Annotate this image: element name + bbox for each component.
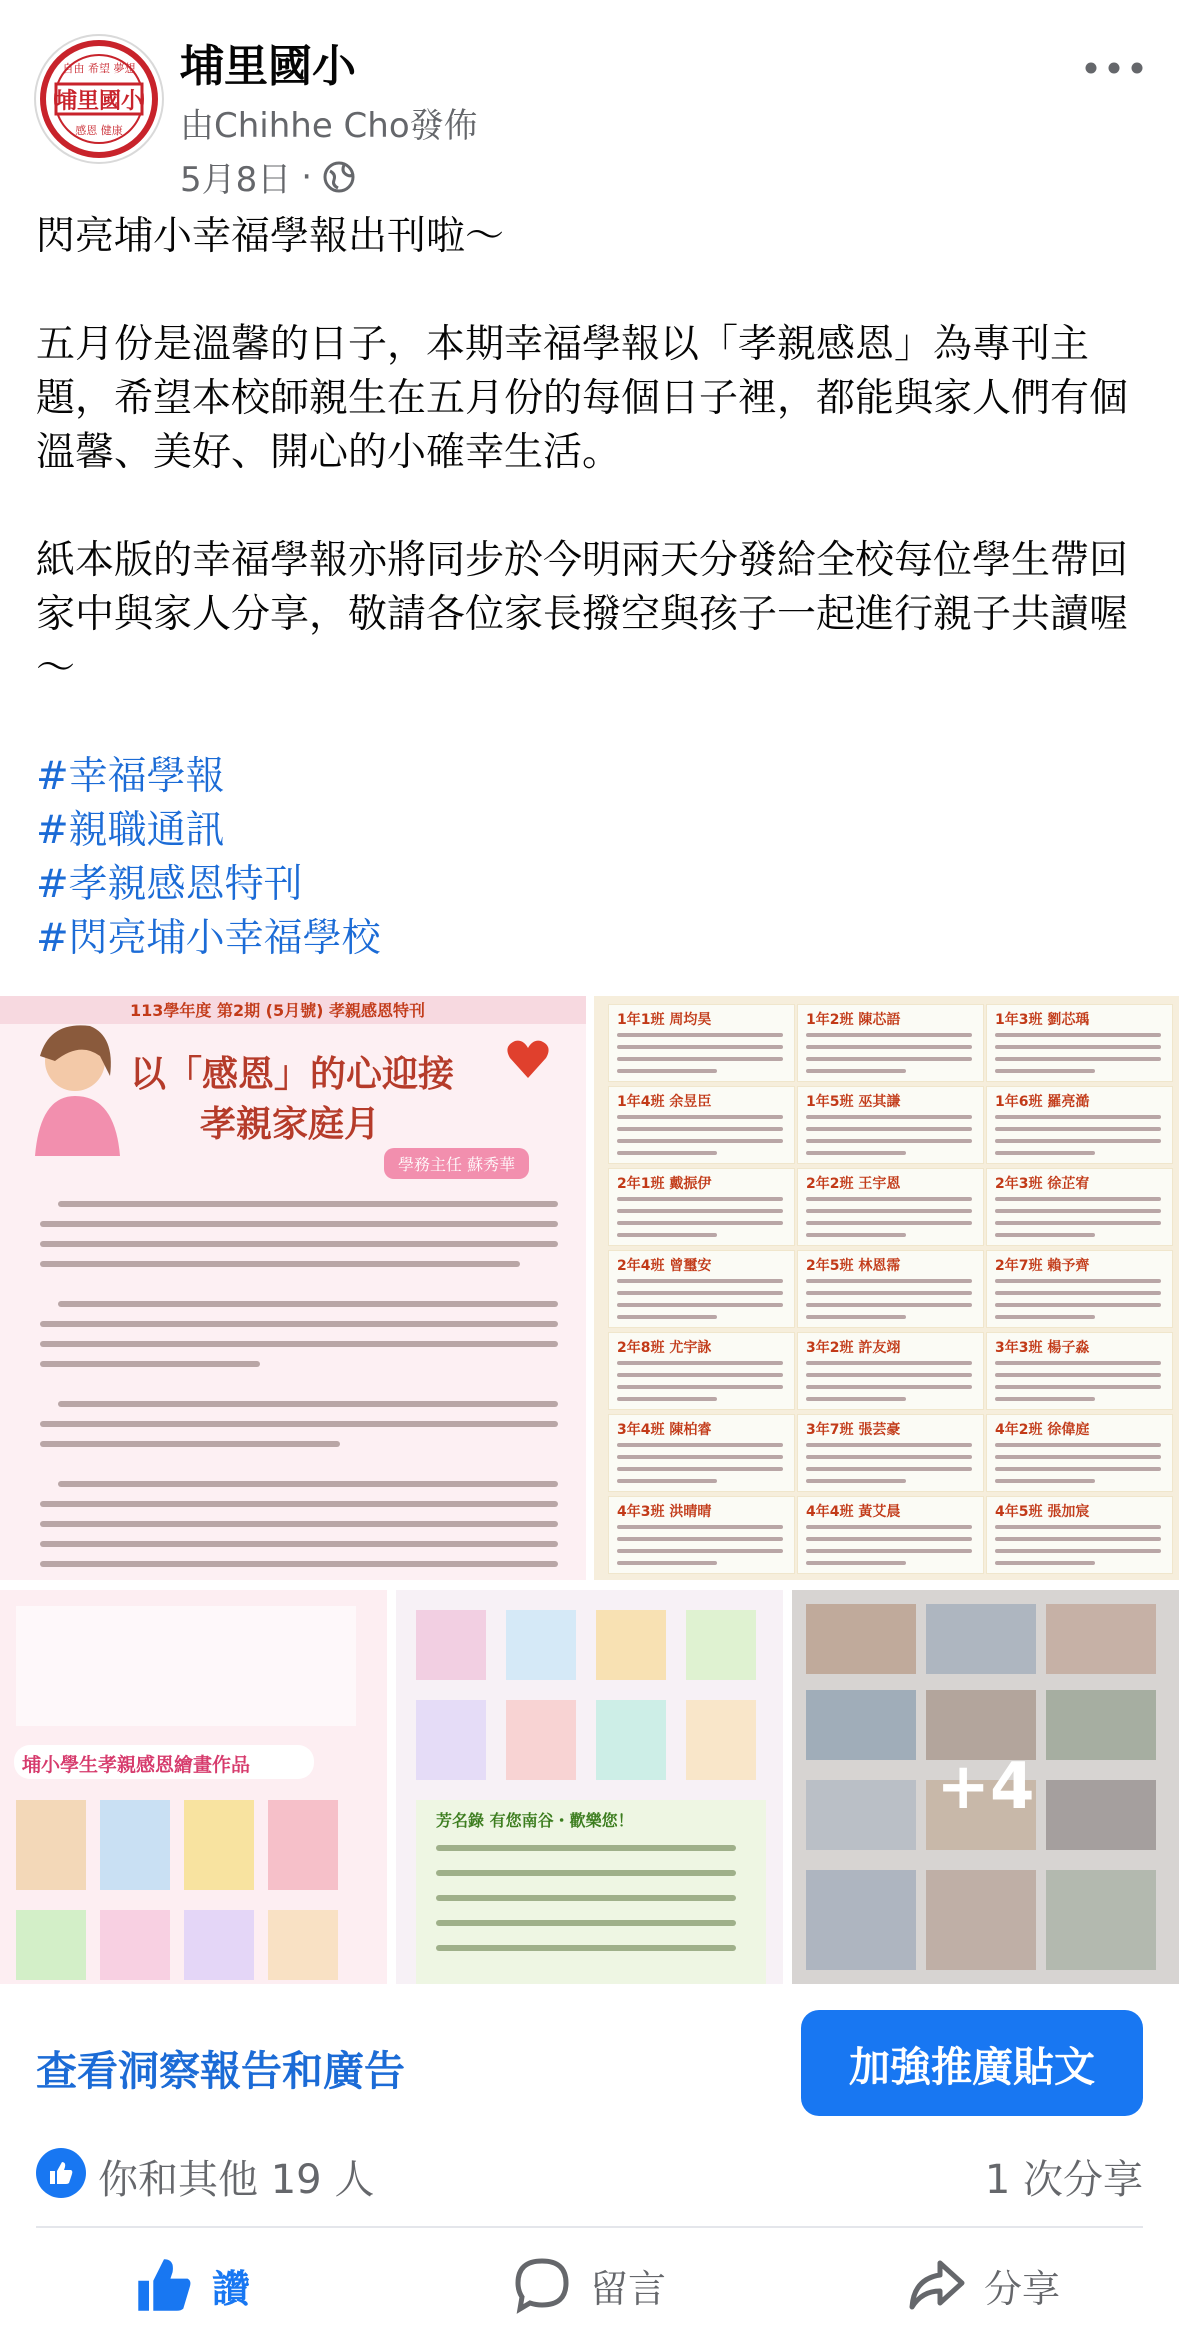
class-message-cell — [797, 1250, 984, 1328]
hashtag-link[interactable]: #閃亮埔小幸福學校 — [36, 916, 381, 961]
page-name[interactable]: 埔里國小 — [180, 41, 356, 92]
class-message-cell — [986, 1496, 1173, 1574]
class-message-cell — [797, 1086, 984, 1164]
class-message-title: 2年5班 林恩霈 — [806, 1258, 901, 1274]
like-reaction-icon[interactable] — [36, 2148, 86, 2198]
class-message-cell — [986, 1250, 1173, 1328]
admin-actions-row — [0, 2000, 1179, 2110]
comment-label: 留言 — [590, 2266, 667, 2311]
class-message-cell — [608, 1496, 795, 1574]
photo-drawings-page[interactable] — [0, 1590, 387, 1984]
post-action-bar — [0, 2232, 1179, 2334]
class-message-cell — [797, 1414, 984, 1492]
class-message-title: 2年8班 尤宇詠 — [617, 1340, 712, 1356]
post-paragraph: 紙本版的幸福學報亦將同步於今明兩天分發給全校每位學生帶回家中與家人分享，敬請各位家長撥空與孩子一起進行親子共讀喔～ — [36, 538, 1129, 691]
post-date[interactable]: 5月8日 — [180, 160, 292, 200]
class-message-title: 1年1班 周均昊 — [617, 1012, 712, 1028]
class-message-title: 1年5班 巫其謙 — [806, 1094, 901, 1110]
newsletter-title-line2: 孝親家庭月 — [200, 1104, 381, 1145]
class-message-cell — [608, 1086, 795, 1164]
logo-top-text: 自由 希望 夢想 — [62, 62, 136, 75]
class-message-cell — [608, 1168, 795, 1246]
post-header — [0, 0, 1179, 205]
class-message-title: 2年3班 徐芷宥 — [995, 1176, 1090, 1192]
like-button[interactable] — [134, 2250, 250, 2320]
class-message-title: 1年3班 劉芯瑀 — [995, 1012, 1090, 1028]
school-logo-icon — [36, 36, 162, 162]
logo-main-text: 埔里國小 — [54, 89, 144, 114]
photo-drawings-and-donors[interactable] — [396, 1590, 783, 1984]
newsletter-author: 學務主任 蘇秀華 — [384, 1148, 529, 1179]
photo-grid — [0, 996, 1179, 1984]
class-message-title: 4年5班 張加宸 — [995, 1504, 1090, 1520]
reactions-count[interactable]: 你和其他 19 人 — [98, 2157, 375, 2203]
class-message-cell — [797, 1332, 984, 1410]
class-message-title: 4年2班 徐偉庭 — [995, 1422, 1090, 1438]
class-message-title: 1年6班 羅亮澔 — [995, 1094, 1090, 1110]
class-message-title: 1年2班 陳芯語 — [806, 1012, 901, 1028]
share-arrow-icon — [906, 2255, 966, 2315]
shares-count[interactable]: 1 次分享 — [984, 2157, 1143, 2203]
post-paragraph: 五月份是溫馨的日子，本期幸福學報以「孝親感恩」為專刊主題，希望本校師親生在五月份的每個日子裡，都能與家人們有個溫馨、美好、開心的小確幸生活。 — [36, 322, 1129, 475]
view-insights-link[interactable]: 查看洞察報告和廣告 — [36, 2047, 405, 2095]
hashtag-link[interactable]: #孝親感恩特刊 — [36, 862, 303, 907]
class-message-cell — [608, 1250, 795, 1328]
mother-child-illustration-icon — [20, 1016, 130, 1156]
photo-newsletter-cover[interactable] — [0, 996, 586, 1580]
class-message-title: 2年2班 王宇恩 — [806, 1176, 901, 1192]
class-message-title: 1年4班 余昱臣 — [617, 1094, 712, 1110]
more-options-icon[interactable] — [1079, 48, 1149, 88]
hashtag-list — [36, 750, 1146, 966]
hashtag-link[interactable]: #幸福學報 — [36, 754, 225, 799]
photo-event-collage[interactable] — [792, 1590, 1179, 1984]
class-message-title: 4年4班 黃艾晨 — [806, 1504, 901, 1520]
posted-by[interactable]: 由Chihhe Cho發佈 — [180, 106, 478, 146]
class-message-title: 3年7班 張芸豪 — [806, 1422, 901, 1438]
thumbs-up-icon — [134, 2255, 194, 2315]
donor-banner: 芳名錄 有您南谷・歡樂您！ — [436, 1811, 634, 1830]
meta-dot: · — [301, 156, 313, 197]
class-message-cell — [608, 1414, 795, 1492]
class-message-title: 2年7班 賴予齊 — [995, 1258, 1090, 1274]
class-message-cell — [797, 1496, 984, 1574]
class-message-cell — [986, 1332, 1173, 1410]
class-message-cell — [797, 1168, 984, 1246]
class-message-cell — [986, 1168, 1173, 1246]
class-message-cell — [986, 1414, 1173, 1492]
divider — [36, 2226, 1143, 2228]
newsletter-header: 113學年度 第2期 (5月號) 孝親感恩特刊 — [130, 1001, 426, 1020]
like-label: 讚 — [212, 2266, 251, 2311]
newsletter-title-line1: 以「感恩」的心迎接 — [130, 1054, 455, 1095]
comment-bubble-icon — [512, 2255, 572, 2315]
class-message-cell — [986, 1004, 1173, 1082]
class-message-title: 3年2班 許友翊 — [806, 1340, 901, 1356]
class-message-cell — [797, 1004, 984, 1082]
globe-icon[interactable] — [322, 160, 356, 194]
comment-button[interactable] — [512, 2250, 666, 2320]
class-message-title: 2年1班 戴振伊 — [617, 1176, 712, 1192]
logo-bottom-text: 感恩 健康 — [75, 124, 123, 137]
share-label: 分享 — [984, 2266, 1061, 2311]
post-paragraph: 閃亮埔小幸福學報出刊啦～ — [36, 214, 505, 259]
share-button[interactable] — [906, 2250, 1060, 2320]
more-photos-overlay[interactable]: +4 — [792, 1590, 1179, 1984]
thumbs-up-icon — [47, 2159, 75, 2187]
class-message-title: 3年4班 陳柏睿 — [617, 1422, 712, 1438]
class-message-title: 3年3班 楊子淼 — [995, 1340, 1090, 1356]
class-message-cell — [986, 1086, 1173, 1164]
reactions-summary — [0, 2140, 1179, 2220]
heart-face-icon — [505, 1036, 551, 1082]
drawings-section-title: 埔小學生孝親感恩繪畫作品 — [22, 1754, 251, 1776]
class-message-title: 2年4班 曾璽安 — [617, 1258, 712, 1274]
class-message-cell — [608, 1332, 795, 1410]
post-meta — [180, 152, 356, 201]
class-message-title: 4年3班 洪晴晴 — [617, 1504, 712, 1520]
class-message-cell — [608, 1004, 795, 1082]
post-text — [36, 210, 1146, 966]
photo-class-messages[interactable] — [594, 996, 1179, 1580]
boost-post-button[interactable]: 加強推廣貼文 — [801, 2010, 1143, 2116]
hashtag-link[interactable]: #親職通訊 — [36, 808, 225, 853]
page-avatar[interactable] — [34, 34, 164, 164]
